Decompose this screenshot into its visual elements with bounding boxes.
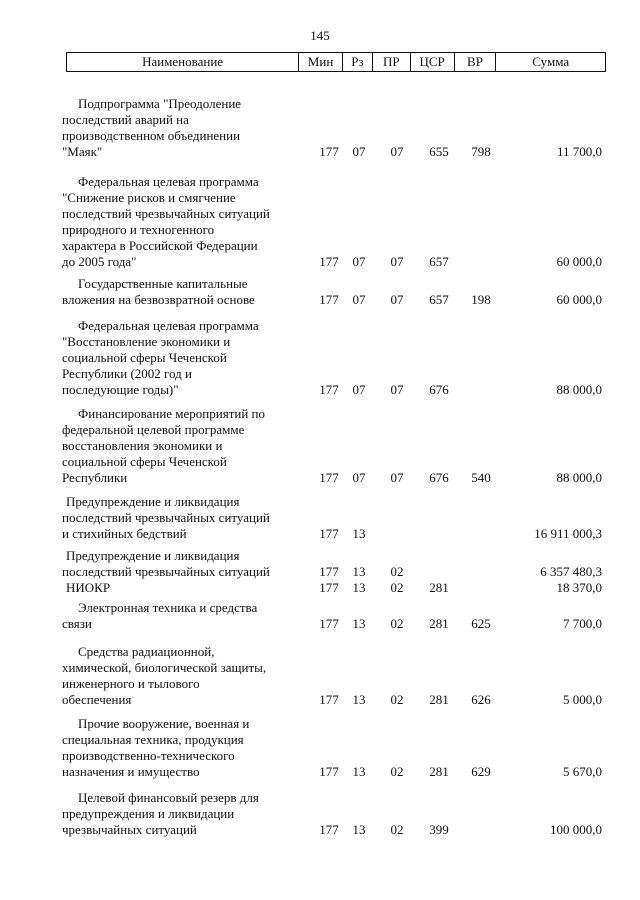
row-name-line: обеспечения — [62, 692, 132, 707]
row-name-line: последствий чрезвычайных ситуаций — [62, 510, 270, 525]
header-rz: Рз — [342, 53, 372, 71]
cell-min: 177 — [319, 254, 339, 269]
table-row — [62, 580, 606, 596]
cell-pr: 07 — [390, 292, 404, 307]
table-row — [62, 96, 606, 160]
cell-rz: 07 — [352, 144, 366, 159]
row-name-line: социальной сферы Чеченской — [62, 454, 227, 469]
cell-pr: 07 — [390, 470, 404, 485]
cell-csr: 657 — [429, 254, 449, 269]
table-row — [62, 790, 606, 838]
cell-rz: 13 — [352, 564, 366, 579]
cell-rz: 07 — [352, 382, 366, 397]
cell-csr: 399 — [429, 822, 449, 837]
cell-sum: 16 911 000,3 — [534, 526, 602, 541]
cell-sum: 60 000,0 — [556, 292, 602, 307]
cell-sum: 100 000,0 — [550, 822, 602, 837]
row-name-line: Федеральная целевая программа — [78, 174, 259, 189]
table-header — [66, 52, 606, 72]
row-name-line: Республики (2002 год и — [62, 366, 192, 381]
table-row — [62, 174, 606, 270]
cell-sum: 88 000,0 — [556, 382, 602, 397]
table-row — [62, 276, 606, 308]
cell-min: 177 — [319, 292, 339, 307]
header-pr: ПР — [372, 53, 410, 71]
cell-min: 177 — [319, 526, 339, 541]
cell-csr: 655 — [429, 144, 449, 159]
cell-pr: 07 — [390, 144, 404, 159]
row-name-line: "Восстановление экономики и — [62, 334, 231, 349]
table-row — [62, 318, 606, 398]
cell-csr: 657 — [429, 292, 449, 307]
cell-rz: 13 — [352, 822, 366, 837]
row-name-line: "Снижение рисков и смягчение — [62, 190, 236, 205]
cell-pr: 02 — [390, 564, 404, 579]
row-name-line: последствий аварий на — [62, 112, 189, 127]
row-name-line: до 2005 года" — [62, 254, 137, 269]
cell-sum: 6 357 480,3 — [540, 564, 602, 579]
row-name-line: Государственные капитальные — [78, 276, 248, 291]
cell-csr: 281 — [429, 764, 449, 779]
cell-sum: 5 000,0 — [563, 692, 602, 707]
cell-sum: 60 000,0 — [556, 254, 602, 269]
row-name-line: федеральной целевой программе — [62, 422, 245, 437]
cell-rz: 07 — [352, 470, 366, 485]
row-name-line: последствий чрезвычайных ситуаций — [62, 206, 270, 221]
row-name-line: связи — [62, 616, 92, 631]
row-name-line: Прочие вооружение, военная и — [78, 716, 250, 731]
cell-min: 177 — [319, 470, 339, 485]
row-name-line: назначения и имущество — [62, 764, 200, 779]
cell-pr: 02 — [390, 764, 404, 779]
row-name-line: последствий чрезвычайных ситуаций — [62, 564, 270, 579]
cell-min: 177 — [319, 580, 339, 595]
table-row — [62, 644, 606, 708]
row-name-line: последующие годы)" — [62, 382, 179, 397]
row-name-line: характера в Российской Федерации — [62, 238, 258, 253]
page-number: 145 — [310, 28, 330, 43]
cell-min: 177 — [319, 564, 339, 579]
row-name-line: социальной сферы Чеченской — [62, 350, 227, 365]
cell-sum: 11 700,0 — [556, 144, 602, 159]
cell-vr: 540 — [471, 470, 491, 485]
row-name-line: НИОКР — [66, 580, 111, 595]
cell-pr: 02 — [390, 616, 404, 631]
cell-rz: 07 — [352, 292, 366, 307]
cell-vr: 798 — [471, 144, 491, 159]
header-csr: ЦСР — [410, 53, 454, 71]
row-name-line: инженерного и тылового — [62, 676, 200, 691]
row-name-line: Средства радиационной, — [78, 644, 215, 659]
table-row — [62, 406, 606, 486]
cell-sum: 5 670,0 — [563, 764, 602, 779]
row-name-line: производственном объединении — [62, 128, 241, 143]
row-name-line: Федеральная целевая программа — [78, 318, 259, 333]
cell-csr: 676 — [429, 470, 449, 485]
cell-pr: 07 — [390, 254, 404, 269]
cell-sum: 18 370,0 — [556, 580, 602, 595]
cell-vr: 629 — [471, 764, 491, 779]
cell-min: 177 — [319, 692, 339, 707]
cell-rz: 13 — [352, 692, 366, 707]
cell-rz: 13 — [352, 580, 366, 595]
row-name-line: и стихийных бедствий — [62, 526, 187, 541]
cell-rz: 13 — [352, 526, 366, 541]
cell-rz: 13 — [352, 764, 366, 779]
row-name-line: природного и техногенного — [62, 222, 215, 237]
row-name-line: специальная техника, продукция — [62, 732, 244, 747]
cell-min: 177 — [319, 822, 339, 837]
cell-min: 177 — [319, 144, 339, 159]
row-name-line: Предупреждение и ликвидация — [66, 494, 240, 509]
table-row — [62, 600, 606, 632]
row-name-line: Финансирование мероприятий по — [78, 406, 266, 421]
cell-sum: 7 700,0 — [563, 616, 602, 631]
cell-csr: 676 — [429, 382, 449, 397]
cell-pr: 02 — [390, 822, 404, 837]
row-name-line: "Маяк" — [62, 144, 103, 159]
cell-rz: 07 — [352, 254, 366, 269]
cell-rz: 13 — [352, 616, 366, 631]
row-name-line: Подпрограмма "Преодоление — [78, 96, 242, 111]
row-name-line: предупреждения и ликвидации — [62, 806, 235, 821]
header-vr: ВР — [454, 53, 496, 71]
cell-csr: 281 — [429, 580, 449, 595]
row-name-line: Электронная техника и средства — [78, 600, 258, 615]
cell-min: 177 — [319, 382, 339, 397]
row-name-line: химической, биологической защиты, — [62, 660, 267, 675]
table-row — [62, 716, 606, 780]
table-row — [62, 548, 606, 580]
header-min: Мин — [298, 53, 342, 71]
cell-csr: 281 — [429, 692, 449, 707]
cell-vr: 626 — [471, 692, 491, 707]
row-name-line: чрезвычайных ситуаций — [62, 822, 197, 837]
row-name-line: Республики — [62, 470, 128, 485]
cell-csr: 281 — [429, 616, 449, 631]
cell-min: 177 — [319, 764, 339, 779]
header-name: Наименование — [142, 54, 224, 69]
cell-pr: 07 — [390, 382, 404, 397]
cell-pr: 02 — [390, 692, 404, 707]
row-name-line: восстановления экономики и — [62, 438, 223, 453]
cell-pr: 02 — [390, 580, 404, 595]
cell-min: 177 — [319, 616, 339, 631]
row-name-line: Предупреждение и ликвидация — [66, 548, 240, 563]
header-sum: Сумма — [495, 53, 605, 71]
cell-vr: 625 — [471, 616, 491, 631]
row-name-line: производственно-технического — [62, 748, 235, 763]
cell-vr: 198 — [471, 292, 491, 307]
row-name-line: вложения на безвозвратной основе — [62, 292, 255, 307]
row-name-line: Целевой финансовый резерв для — [78, 790, 259, 805]
table-row — [62, 494, 606, 542]
cell-sum: 88 000,0 — [556, 470, 602, 485]
